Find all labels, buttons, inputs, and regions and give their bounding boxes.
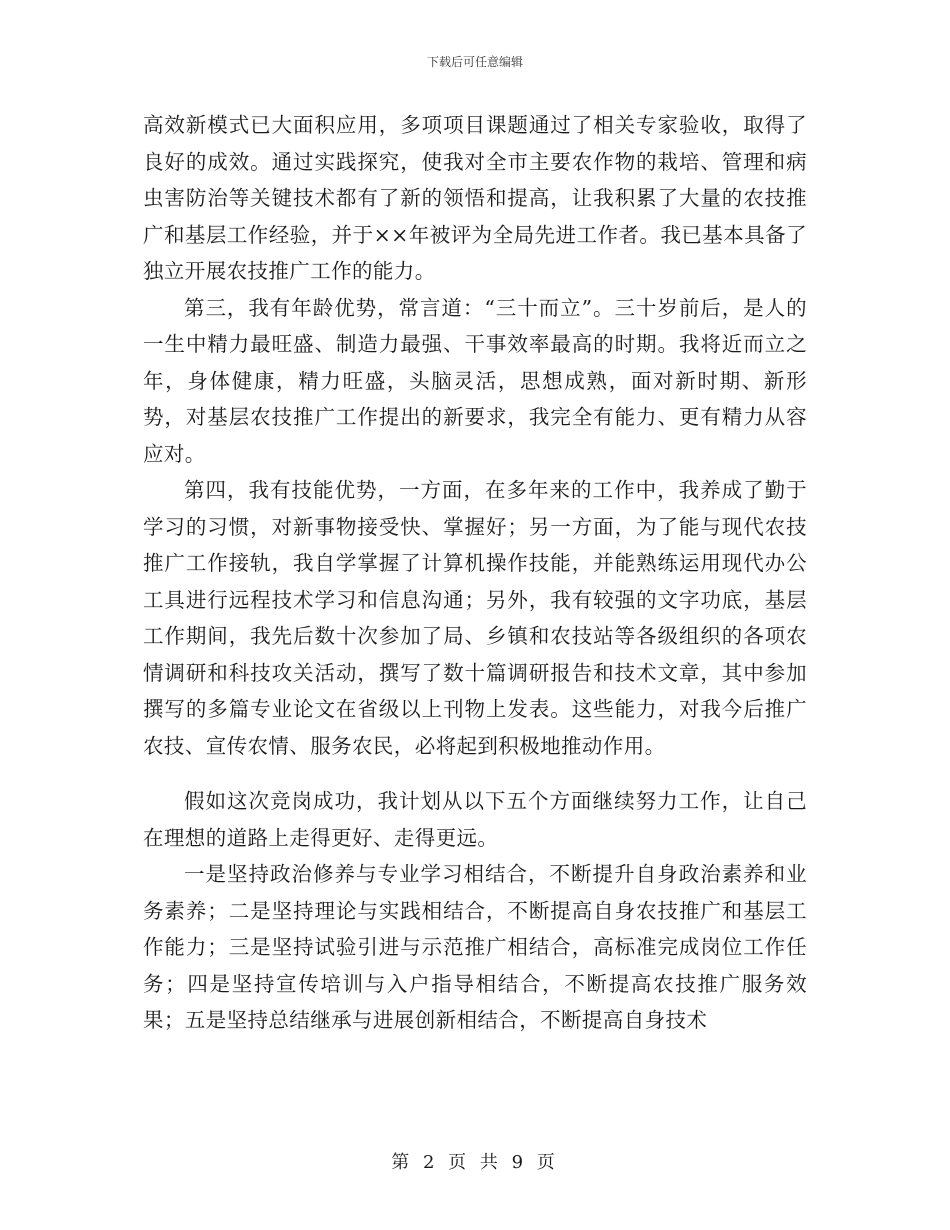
paragraph-continuation: 高效新模式已大面积应用，多项项目课题通过了相关专家验收，取得了良好的成效。通过实践探究，使我对全市主要农作物的栽培、管理和病虫害防治等关键技术都有了新的领悟和提高，让我积累了大量的农技推广和基层工作经验，并于××年被评为全局先进工作者。我已基本具备了独立开展农技推广工作的能力。 bbox=[143, 113, 807, 283]
page-number-footer: 第 2 页 共 9 页 bbox=[391, 1152, 559, 1173]
paragraph-skill-advantage: 第四，我有技能优势，一方面，在多年来的工作中，我养成了勤于学习的习惯，对新事物接受快、掌握好；另一方面，为了能与现代农技推广工作接轨，我自学掌握了计算机操作技能，并能熟练运用现代办公工具进行远程技术学习和信息沟通；另外，我有较强的文字功底，基层工作期间，我先后数十次参加了局、乡镇和农技站等各级组织的各项农情调研和科技攻关活动，撰写了数十篇调研报告和技术文章，其中参加撰写的多篇专业论文在省级以上刊物上发表。这些能力，对我今后推广农技、宣传农情、服务农民，必将起到积极地推动作用。 bbox=[143, 478, 807, 758]
document-body bbox=[143, 107, 807, 1039]
paragraph-plan-items: 一是坚持政治修养与专业学习相结合，不断提升自身政治素养和业务素养；二是坚持理论与实践相结合，不断提高自身农技推广和基层工作能力；三是坚持试验引进与示范推广相结合，高标准完成岗位工作任务；四是坚持宣传培训与入户指导相结合，不断提高农技推广服务效果；五是坚持总结继承与进展创新相结合，不断提高自身技术 bbox=[143, 862, 807, 1032]
paragraph-plan-intro: 假如这次竞岗成功，我计划从以下五个方面继续努力工作，让自己在理想的道路上走得更好、走得更远。 bbox=[143, 789, 807, 850]
page-header-note: 下载后可任意编辑 bbox=[426, 55, 523, 69]
paragraph-age-advantage: 第三，我有年龄优势，常言道：“三十而立”。三十岁前后，是人的一生中精力最旺盛、制造力最强、干事效率最高的时期。我将近而立之年，身体健康，精力旺盛，头脑灵活，思想成熟，面对新时期、新形势，对基层农技推广工作提出的新要求，我完全有能力、更有精力从容应对。 bbox=[143, 295, 807, 466]
